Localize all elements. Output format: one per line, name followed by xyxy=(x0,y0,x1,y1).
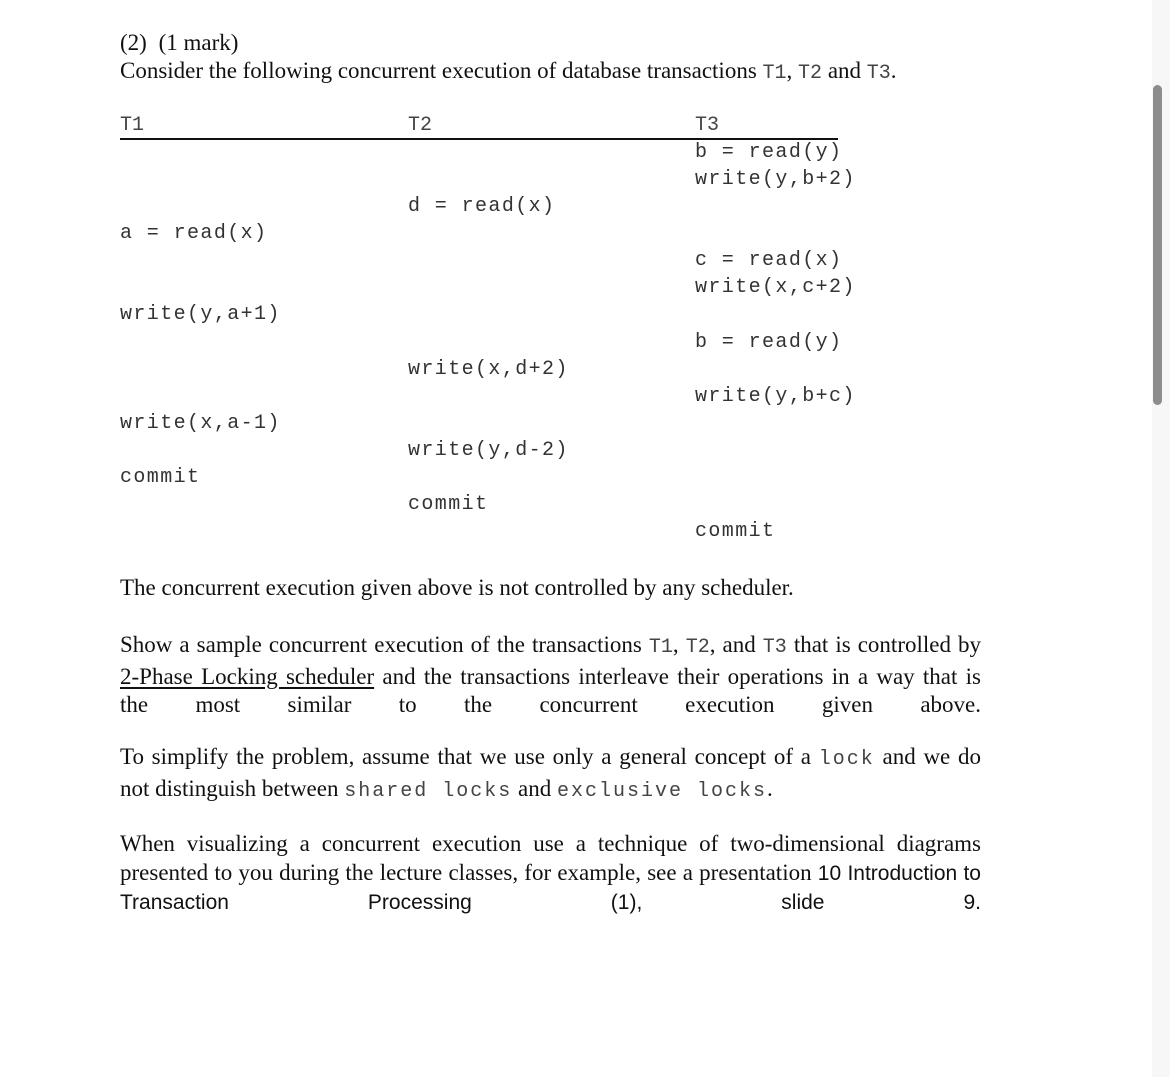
question-number: (2) xyxy=(120,30,147,55)
intro-t1: T1 xyxy=(762,62,787,85)
schedule-op: write(y,a+1) xyxy=(120,303,281,326)
schedule-op: b = read(y) xyxy=(695,331,843,354)
schedule-op: write(x,d+2) xyxy=(408,358,569,381)
term-lock: lock xyxy=(818,748,875,771)
paragraph-simplify: To simplify the problem, assume that we use only a general concept of a lock and we do not distinguish between shared locks and exclusive locks. xyxy=(120,744,981,803)
intro-text: Consider the following concurrent execution of database transactions xyxy=(120,58,763,83)
schedule-op: write(y,d-2) xyxy=(408,439,569,462)
term-shared-locks: shared locks xyxy=(344,779,513,803)
column-header-t1: T1 xyxy=(120,115,406,140)
paragraph-scheduler: The concurrent execution given above is not controlled by any scheduler. xyxy=(120,575,794,600)
two-phase-locking-link[interactable]: 2-Phase Locking scheduler xyxy=(120,663,375,689)
scrollbar-thumb[interactable] xyxy=(1153,85,1162,405)
schedule-op: d = read(x) xyxy=(408,195,556,218)
term-exclusive-locks: exclusive locks xyxy=(556,779,768,803)
question-heading xyxy=(120,29,238,57)
question-intro xyxy=(120,57,897,88)
schedule-op: commit xyxy=(695,520,776,543)
question-marks: (1 mark) xyxy=(158,30,239,55)
schedule-op: write(y,b+c) xyxy=(695,385,856,408)
intro-comma: , xyxy=(786,58,793,83)
p2-t1: T1 xyxy=(648,636,673,659)
schedule-op: commit xyxy=(408,493,489,516)
schedule-op: write(x,a-1) xyxy=(120,412,281,435)
column-header-t3: T3 xyxy=(695,115,838,140)
schedule-op: write(y,b+2) xyxy=(695,168,856,191)
paragraph-visualizing: When visualizing a concurrent execution use a technique of two-dimensional diagrams presented to you during the lecture classes, for example, see a presentation 10 Introduction to Transaction Processing (1), slide 9. xyxy=(120,831,981,914)
schedule-op: c = read(x) xyxy=(695,249,843,272)
schedule-op: a = read(x) xyxy=(120,222,268,245)
column-header-t2: T2 xyxy=(406,115,695,140)
intro-and: and xyxy=(827,58,862,83)
intro-period: . xyxy=(890,58,897,83)
presentation-reference: 10 Introduction to Transaction Processing (1), slide 9. xyxy=(120,861,981,914)
intro-t3: T3 xyxy=(866,62,891,85)
intro-t2: T2 xyxy=(798,62,823,85)
p2-t3: T3 xyxy=(762,636,787,659)
schedule-op: commit xyxy=(120,466,201,489)
schedule-op: b = read(y) xyxy=(695,141,843,164)
schedule-op: write(x,c+2) xyxy=(695,276,856,299)
paragraph-task: Show a sample concurrent execution of the transactions T1, T2, and T3 that is controlled by 2-Phase Locking scheduler and the transactions interleave their operations in a way that is the most similar to the concurrent execution given above. xyxy=(120,632,982,717)
p2-t2: T2 xyxy=(685,636,710,659)
